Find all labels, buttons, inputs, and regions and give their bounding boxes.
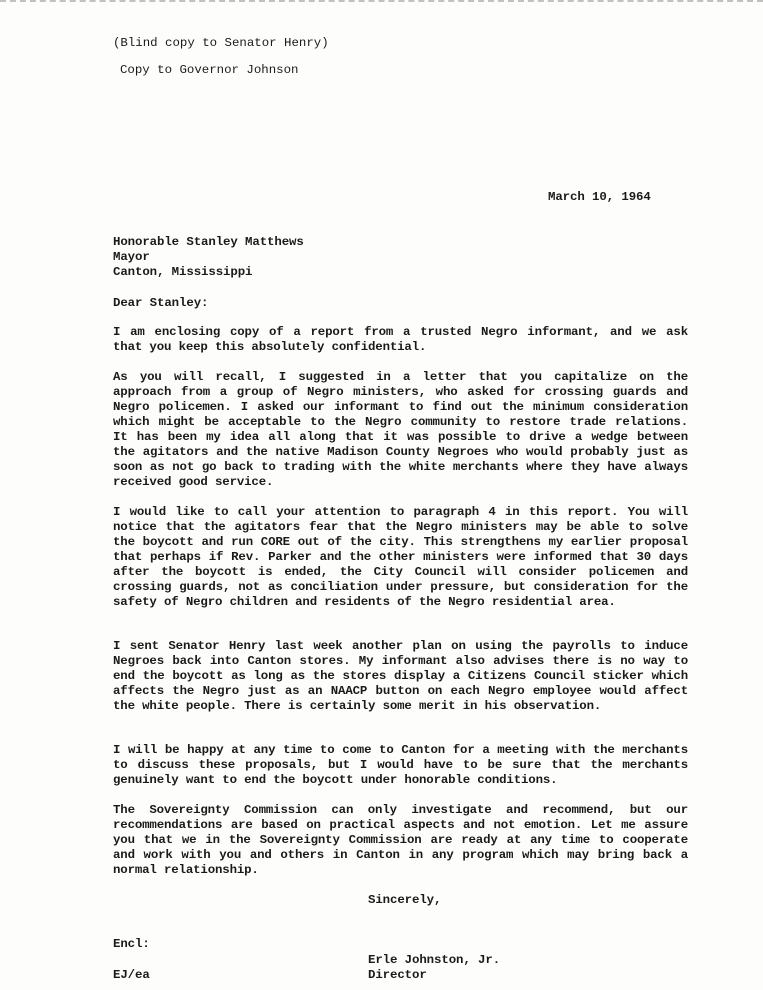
paragraph-6: The Sovereignty Commission can only investigate and recommend, but our recommendations are based on practical aspects and not emotion. Let me assure you that we in the Sovereignty Commission are ready at any time to cooperate and work with you and others in Canton in any program which may bring back a normal relationship. — [113, 803, 688, 877]
copy-to-note: Copy to Governor Johnson — [120, 63, 299, 77]
paragraph-4: I sent Senator Henry last week another plan on using the payrolls to induce Negroes back into Canton stores. My informant also advises there is no way to end the boycott as long as the stores display a Citizens Council sticker which affects the Negro just as an NAACP button on each Negro employee would affect the white people. There is certainly some merit in his observation. — [113, 639, 688, 713]
recipient-location: Canton, Mississippi — [113, 265, 253, 279]
enclosure-note: Encl: — [113, 937, 150, 951]
signature-name: Erle Johnston, Jr. — [368, 953, 501, 967]
paragraph-5: I will be happy at any time to come to Canton for a meeting with the merchants to discuss these proposals, but I would have to be sure that the merchants genuinely want to end the boycott under honorable conditions. — [113, 743, 688, 787]
closing: Sincerely, — [368, 893, 442, 907]
paragraph-2: As you will recall, I suggested in a letter that you capitalize on the approach from a group of Negro ministers, who asked for crossing guards and Negro policemen. I asked our informant to find out the minimum consideration which might be acceptable to the Negro community to restore trade relations. It has been my idea all along that it was possible to drive a wedge between the agitators and the native Madison County Negroes who would probably just as soon as not go back to trading with the white merchants where they have always received good service. — [113, 370, 688, 489]
paragraph-3: I would like to call your attention to paragraph 4 in this report. You will notice that the agitators fear that the Negro ministers may be able to solve the boycott and run CORE out of the city. This strengthens my earlier proposal that perhaps if Rev. Parker and the other ministers were informed that 30 days after the boycott is ended, the City Council will consider policemen and crossing guards, not as conciliation under pressure, but consideration for the safety of Negro children and residents of the Negro residential area. — [113, 505, 688, 609]
page-top-edge — [0, 0, 763, 6]
recipient-title: Mayor — [113, 250, 150, 264]
typist-initials: EJ/ea — [113, 968, 150, 982]
signature-title: Director — [368, 968, 427, 982]
salutation: Dear Stanley: — [113, 296, 209, 310]
paragraph-1: I am enclosing copy of a report from a trusted Negro informant, and we ask that you keep this absolutely confidential. — [113, 325, 688, 354]
blind-copy-note: (Blind copy to Senator Henry) — [113, 36, 329, 50]
recipient-name: Honorable Stanley Matthews — [113, 235, 304, 249]
letter-date: March 10, 1964 — [548, 190, 651, 204]
